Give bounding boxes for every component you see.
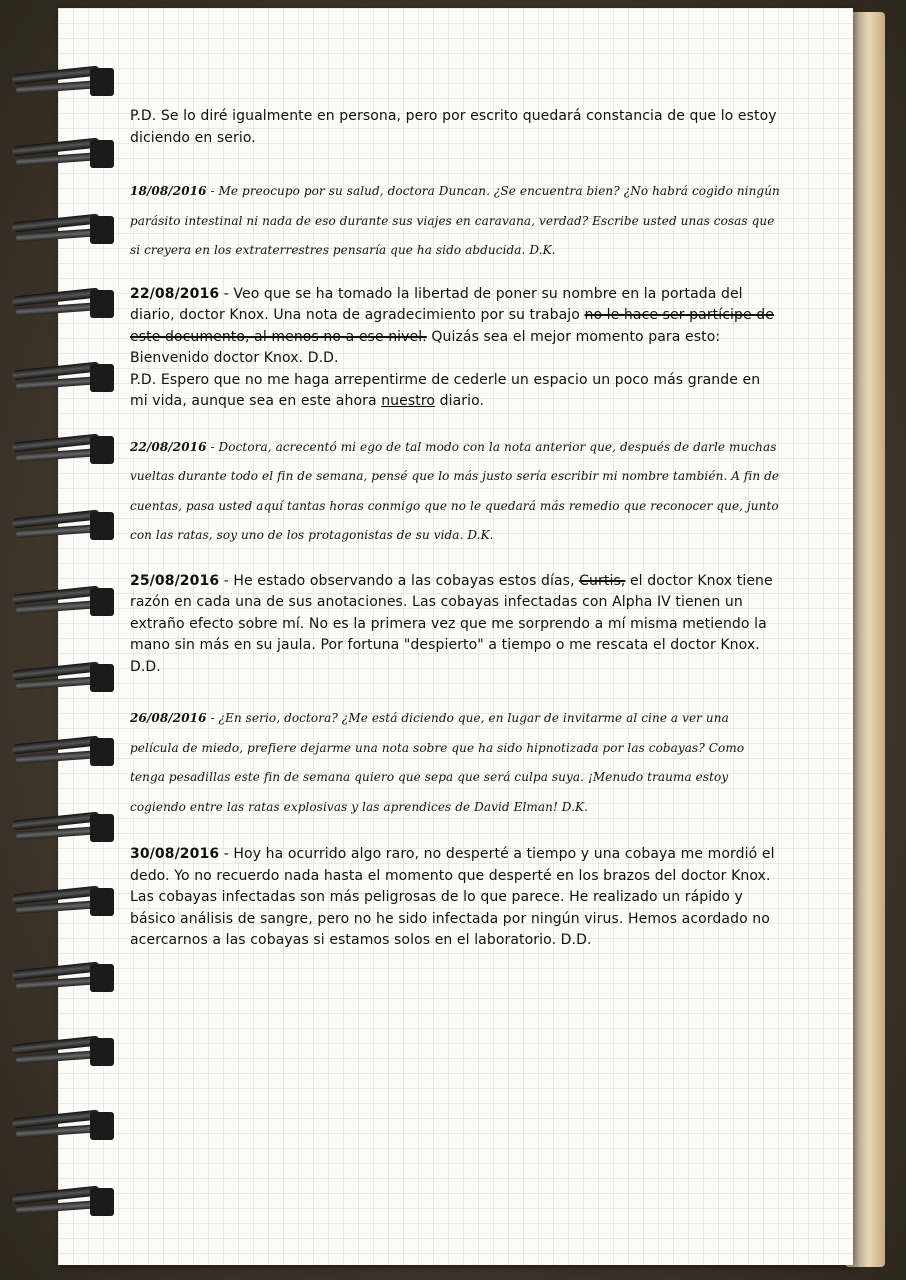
entry-text: Quizás sea el mejor momento para esto: Bienvenido doctor Knox. D.D. [130,328,721,366]
entry-date: 22/08/2016 [130,439,207,454]
entry-date: 26/08/2016 [130,711,207,725]
spiral-ring [12,1184,107,1218]
journal-entries [130,106,780,952]
journal-entry [130,433,780,551]
spiral-ring [12,508,107,542]
spiral-ring [12,884,107,918]
journal-entry [130,844,780,952]
entry-text: - Me preocupo por su salud, doctora Duncan. ¿Se encuentra bien? ¿No habrá cogido ningún parásito intestinal ni nada de eso durante sus viajes en caravana, verdad? Escribe usted unas cosas que si creyera en los extraterrestres pensaría que ha sido abducida. D.K. [130,184,780,257]
entry-text: - Hoy ha ocurrido algo raro, no desperté a tiempo y una cobaya me mordió el dedo. Yo no recuerdo nada hasta el momento que desperté en los brazos del doctor Knox. Las cobayas infectadas son más peligrosas de lo que parece. He realizado un rápido y básico análisis de sangre, pero no he sido infectada por ningún virus. Hemos acordado no acercarnos a las cobayas si estamos solos en el laboratorio. D.D. [130,846,775,948]
journal-entry [130,571,780,679]
spiral-ring [12,584,107,618]
entry-date: 30/08/2016 [130,846,220,862]
entry-text: diario. [435,393,485,409]
spiral-ring [12,136,107,170]
entry-text: P.D. Espero que no me haga arrepentirme de cederle un espacio un poco más grande en mi vida, aunque sea en este ahora [130,371,761,409]
entry-text: - He estado observando a las cobayas estos días, [219,572,580,589]
spiral-ring [12,286,107,320]
spiral-ring [12,64,107,98]
entry-date: 25/08/2016 [130,572,220,589]
spiral-ring [12,1034,107,1068]
spiral-ring [12,1108,107,1142]
entry-text: - Doctora, acrecentó mi ego de tal modo con la nota anterior que, después de darle muchas vueltas durante todo el fin de semana, pensé que lo más justo sería escribir mi nombre también. A fin de cuentas, pasa usted aquí tantas horas conmigo que no le quedará más remedio que reconocer que, junto con las ratas, soy uno de los protagonistas de su vida. D.K. [130,439,780,542]
entry-text: el doctor Knox tiene razón en cada una de sus anotaciones. Las cobayas infectadas con Alpha IV tienen un extraño efecto sobre mí. No es la primera vez que me sorprendo a mí misma metiendo la mano sin más en su jaula. Por fortuna "despierto" a tiempo o me rescata el doctor Knox. D.D. [130,572,773,675]
spiral-ring [12,810,107,844]
struck-text: Curtis, [579,572,626,589]
underlined-text: nuestro [381,393,436,409]
journal-entry [130,106,780,149]
struck-text: no le hace ser partícipe de este documento, al menos no a ese nivel. [130,307,774,345]
journal-entry [130,177,780,266]
spiral-ring [12,432,107,466]
journal-entry [130,704,780,822]
spiral-ring [12,660,107,694]
spiral-ring [12,360,107,394]
entry-date: 18/08/2016 [130,184,207,198]
journal-entry [130,284,780,413]
entry-date: 22/08/2016 [130,285,220,302]
spiral-ring [12,212,107,246]
entry-text: - ¿En serio, doctora? ¿Me está diciendo que, en lugar de invitarme al cine a ver una película de miedo, prefiere dejarme una nota sobre que ha sido hipnotizada por las cobayas? Como tenga pesadillas este fin de semana quiero que sepa que será culpa suya. ¡Menudo trauma estoy cogiendo entre las ratas explosivas y las aprendices de David Elman! D.K. [130,711,745,814]
spiral-ring [12,734,107,768]
entry-text: P.D. Se lo diré igualmente en persona, pero por escrito quedará constancia de que lo estoy diciendo en serio. [130,108,777,146]
entry-text: - Veo que se ha tomado la libertad de poner su nombre en la portada del diario, doctor Knox. Una nota de agradecimiento por su trabajo [130,285,743,323]
spiral-ring [12,960,107,994]
